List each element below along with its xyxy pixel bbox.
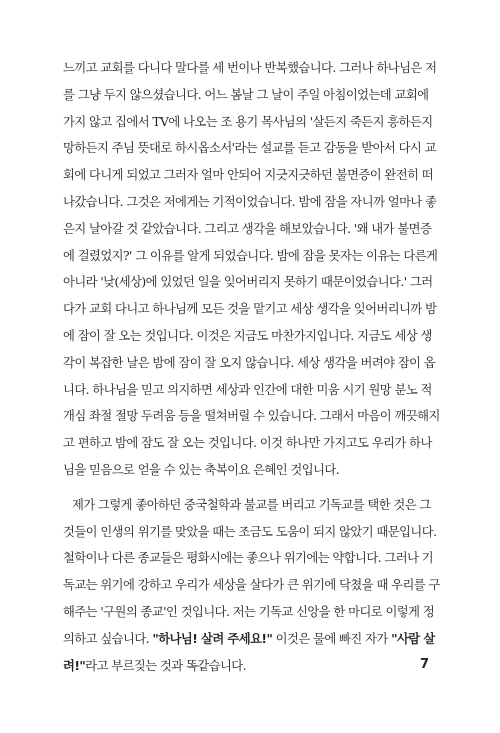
- body-text: [63, 55, 439, 679]
- text-line: 아니라 '낮(세상)에 있었던 일을 잊어버리지 못하기 때문이었습니다.' 그러: [63, 275, 433, 290]
- text-line: 님을 믿음으로 얻을 수 있는 축복이요 은혜인 것입니다.: [63, 462, 340, 477]
- text-line: 고 편하고 밤에 잠도 잘 오는 것입니다. 이것 하나만 가지고도 우리가 하나: [63, 436, 432, 451]
- text-line: 제가 그렇게 좋아하던 중국철학과 불교를 버리고 기독교를 택한 것은 그: [72, 497, 431, 512]
- text-fragment: 라고 부르짖는 것과 똑같습니다.: [85, 658, 246, 673]
- page-number: 7: [420, 657, 430, 672]
- text-line: 각이 복잡한 날은 밤에 잠이 잘 오지 않습니다. 세상 생각을 버려야 잠이 옵: [63, 355, 436, 370]
- text-line: 를 그냥 두지 않으셨습니다. 어느 봄날 그 날이 주일 아침이었는데 교회에: [63, 87, 429, 102]
- text-fragment: 이것은 물에 빠진 자가: [272, 631, 392, 646]
- text-line: 개심 좌절 절망 두려움 등을 떨쳐버릴 수 있습니다. 그래서 마음이 깨끗해지: [63, 409, 440, 424]
- text-line: 독교는 위기에 강하고 우리가 세상을 살다가 큰 위기에 닥쳤을 때 우리를 구: [63, 578, 440, 593]
- text-line: 것들이 인생의 위기를 맞았을 때는 조금도 도움이 되지 않았기 때문입니다.: [63, 524, 437, 539]
- text-line: 망하든지 주님 뜻대로 하시옵소서'라는 설교를 듣고 감동을 받아서 다시 교: [63, 141, 436, 156]
- text-fragment: 의하고 싶습니다.: [63, 631, 153, 646]
- text-line: 에 잠이 잘 오는 것입니다. 이것은 지금도 마찬가지입니다. 지금도 세상 생: [63, 328, 432, 343]
- emphasis-quote: "사람 살: [391, 631, 435, 646]
- emphasis-quote: "하나님! 살려 주세요!": [152, 631, 273, 646]
- text-line: [63, 653, 439, 680]
- text-line: 은지 날아갈 것 같았습니다. 그리고 생각을 해보았습니다. '왜 내가 불면증: [63, 221, 432, 236]
- text-line: 느끼고 교회를 다니다 말다를 세 번이나 반복했습니다. 그러나 하나님은 저: [63, 61, 437, 75]
- paragraph-1: [63, 55, 439, 484]
- text-line: 해주는 '구원의 종교'인 것입니다. 저는 기독교 신앙을 한 마디로 이렇게 정: [63, 604, 435, 619]
- emphasis-quote: 려!": [63, 658, 86, 673]
- text-line: 다가 교회 다니고 하나님께 모든 것을 맡기고 세상 생각을 잊어버리니까 밤: [63, 302, 437, 317]
- text-line: 철학이나 다른 종교들은 평화시에는 좋으나 위기에는 약합니다. 그러나 기: [63, 551, 434, 566]
- text-line: 회에 다니게 되었고 그러자 얼마 안되어 지긋지긋하던 불면증이 완전히 떠: [63, 168, 434, 183]
- text-line: 가지 않고 집에서 TV에 나오는 조 용기 목사님의 '살든지 죽든지 흥하든지: [63, 114, 433, 129]
- text-line: 나갔습니다. 그것은 저에게는 기적이었습니다. 밤에 잠을 자니까 얼마나 좋: [63, 194, 437, 209]
- text-line: [63, 626, 439, 653]
- paragraph-2: [63, 492, 439, 680]
- paragraph-gap: [63, 484, 439, 492]
- text-line: 니다. 하나님을 믿고 의지하면 세상과 인간에 대한 미움 시기 원망 분노 적: [63, 382, 432, 397]
- text-line: 에 걸렸었지?' 그 이유를 알게 되었습니다. 밤에 잠을 못자는 이유는 다른게: [63, 248, 438, 263]
